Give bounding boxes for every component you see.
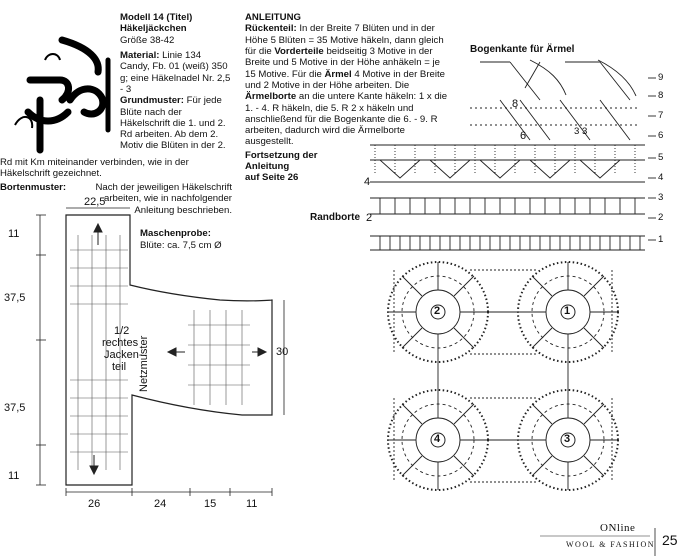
aermelborte-text: an die untere Kante häkeln: 1 x die 1. - 4. R häkeln, die 5. R 2 x häkeln und anschließend für die Bogenkante die 6. - 9. R arbeiten, dadurch wird die Ärmelborte ausgestellt. (245, 91, 448, 148)
row-3: 3 (658, 192, 664, 203)
part-label-1: 1/2 (114, 325, 130, 337)
fortsetzung-1: Fortsetzung der (245, 150, 318, 161)
part-label-3: Jacken- (104, 349, 143, 361)
grundmuster-continuation: Rd mit Km miteinander verbinden, wie in der Häkelschrift gezeichnet. (0, 157, 189, 180)
probe-text: Blüte: ca. 7,5 cm Ø (140, 240, 222, 251)
dim-lower-height: 37,5 (4, 402, 26, 414)
vorder-text: beidseitig 3 Motive in der Breite und 5 Motive in der Höhe anhäkeln = je 15 Motive. Für die (245, 45, 440, 80)
netzmuster-label: Netzmuster (138, 335, 150, 392)
dim-top-width: 22,5 (84, 196, 106, 208)
material-label: Material: (120, 49, 160, 61)
dim-bottom-24: 24 (154, 498, 167, 510)
chart-num-2: 2 (366, 212, 373, 224)
rueck-text: In der Breite 7 Blüten und in der Höhe 5 Blüten = 35 Motive häkeln, dann gleich für die (245, 23, 444, 57)
row-2-right: 2 (658, 212, 664, 223)
borte-label: Bortenmuster: (0, 182, 67, 193)
model-subtitle: Häkeljäckchen (120, 23, 187, 35)
brand-name: ONline (600, 522, 636, 534)
fortsetzung-2: Anleitung (245, 161, 290, 172)
randborte-label: Randborte (310, 212, 360, 223)
grundmuster-label: Grundmuster: (120, 95, 184, 107)
borte-text: Nach der jeweiligen Häkelschrift arbeiten, wie in nachfolgender Anleitung beschrieben. (95, 182, 232, 216)
aermel-label: Ärmel (324, 68, 352, 80)
probe-label: Maschenprobe: (140, 228, 211, 239)
instructions-heading: ANLEITUNG (245, 12, 301, 23)
chart-num-6: 6 (520, 130, 527, 142)
part-label-4: teil (112, 361, 127, 373)
rueck-label: Rückenteil: (245, 23, 297, 35)
aermel-text: 4 Motive in der Breite und 2 Motive in der Höhe arbeiten. Die (245, 68, 445, 91)
chart-num-4: 4 (364, 176, 371, 188)
dim-sleeve-height: 30 (276, 346, 289, 358)
row-5: 5 (658, 152, 664, 163)
chart-num-8: 8 (512, 98, 519, 110)
motif-number-3: 3 (564, 433, 571, 445)
model-size: Größe 38-42 (120, 34, 175, 46)
grundmuster-text: Für jede Blüte nach der Häkelschrift die 1. und 2. Rd arbeiten. Ab dem 2. Motiv die Blüten in der 2. (120, 95, 226, 152)
fortsetzung-3: auf Seite 26 (245, 172, 299, 183)
motif-number-1: 1 (564, 305, 571, 317)
dim-bottom-26: 26 (88, 498, 101, 510)
chart-num-33: 3 3 (574, 126, 588, 137)
aermelborte-label: Ärmelborte (245, 91, 297, 103)
page-number: 25 (662, 532, 678, 548)
motif-number-2: 2 (434, 305, 441, 317)
model-title: Modell 14 (Titel) (120, 12, 193, 23)
dim-bottom-15: 15 (204, 498, 217, 510)
motif-number-4: 4 (434, 433, 441, 445)
vorder-label: Vorderteile (274, 45, 324, 57)
material-text: Linie 134 Candy, Fb. 01 (weiß) 350 g; eine Häkelnadel Nr. 2,5 - 3 (120, 49, 231, 95)
bogenkante-label: Bogenkante für Ärmel (470, 44, 575, 55)
part-label-2: rechtes (102, 337, 139, 349)
row-1: 1 (658, 234, 664, 245)
dim-top-height: 11 (8, 228, 20, 240)
dim-upper-height: 37,5 (4, 292, 26, 304)
motif-grid (388, 262, 618, 490)
dim-bottom-height: 11 (8, 470, 20, 482)
dim-bottom-11: 11 (246, 498, 258, 510)
row-7: 7 (658, 110, 664, 121)
row-4-right: 4 (658, 172, 664, 183)
row-8-right: 8 (658, 90, 664, 101)
row-9: 9 (658, 72, 664, 83)
row-6-right: 6 (658, 130, 664, 141)
brand-tagline: WOOL & FASHION (566, 540, 655, 549)
